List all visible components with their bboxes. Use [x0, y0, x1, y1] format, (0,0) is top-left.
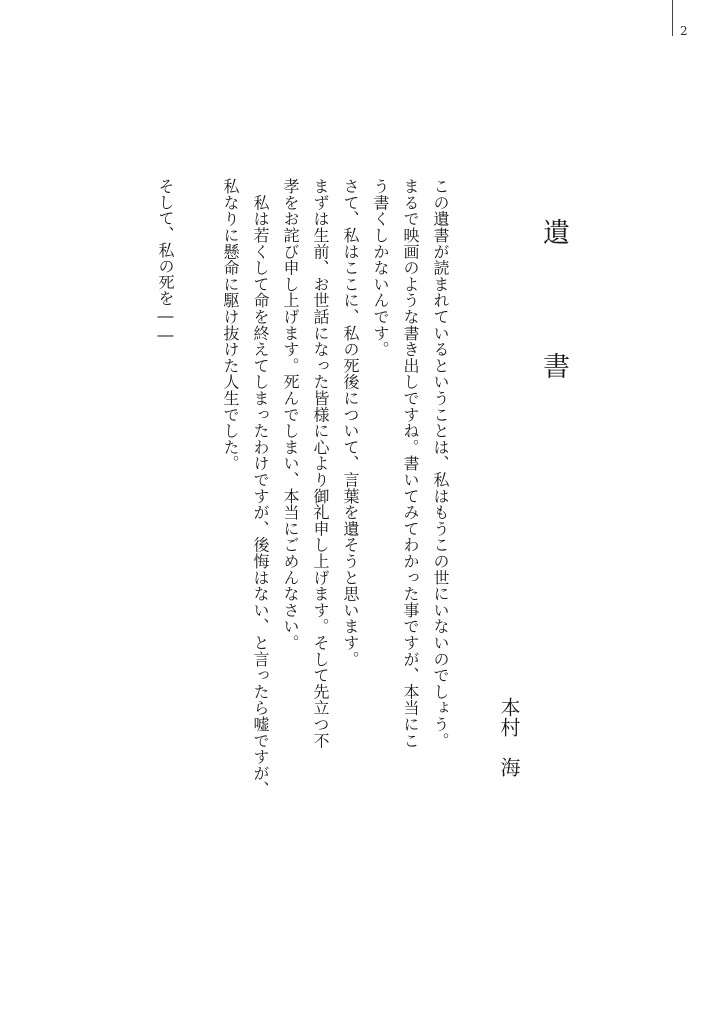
body-line: さて、私はここに、私の死後について、言葉を遺そうと思います。: [341, 178, 360, 667]
body-line: 孝をお詫び申し上げます。死んでしまい、本当にごめんなさい。: [281, 178, 300, 651]
letter-title: 遺 書: [538, 218, 569, 419]
letter-closing-line: そして、私の死を――: [156, 178, 175, 344]
body-line: 私は若くして命を終えてしまったわけですが、後悔はない、と言ったら嘘ですが、: [251, 178, 270, 798]
body-line: 私なりに懸命に駆け抜けた人生でした。: [221, 178, 240, 472]
page-number: 2: [680, 24, 688, 38]
body-line: この遺書が読まれているということは、私はもうこの世にいないのでしょう。: [431, 178, 450, 749]
body-line: まずは生前、お世話になった皆様に心より御礼申し上げます。そして先立つ不: [311, 178, 330, 749]
body-line: まるで映画のような書き出しですね。書いてみてわかった事ですが、本当にこ: [401, 178, 420, 749]
letter-author: 本村 海: [497, 697, 521, 777]
letter-body: [215, 178, 455, 818]
page-header-rule: [672, 0, 673, 36]
body-line: う書くしかないんです。: [371, 178, 390, 358]
